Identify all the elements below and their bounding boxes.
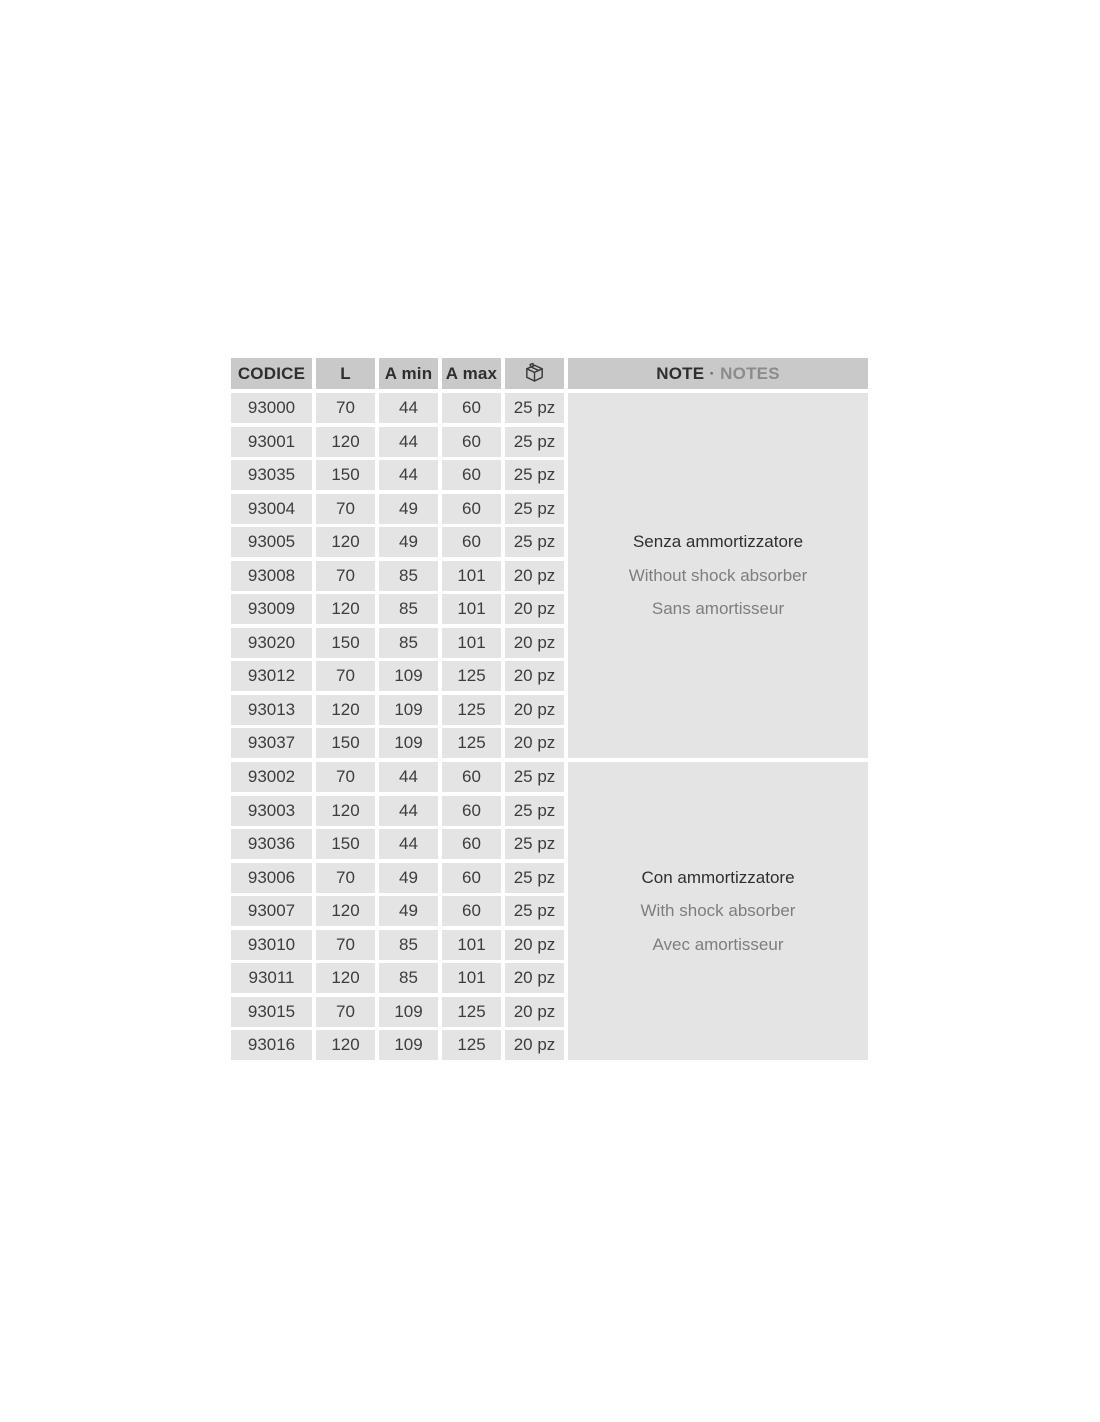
cell-a-min: 109	[379, 1030, 438, 1060]
cell-a-max: 60	[442, 762, 501, 792]
cell-l: 70	[316, 494, 375, 524]
cell-l: 120	[316, 796, 375, 826]
cell-l: 150	[316, 728, 375, 758]
cell-a-min: 85	[379, 628, 438, 658]
cell-l: 70	[316, 561, 375, 591]
cell-pack: 20 pz	[505, 930, 564, 960]
table-body	[231, 393, 868, 1060]
cell-l: 150	[316, 829, 375, 859]
cell-l: 70	[316, 930, 375, 960]
cell-a-max: 101	[442, 628, 501, 658]
cell-pack: 25 pz	[505, 393, 564, 423]
cell-a-max: 60	[442, 527, 501, 557]
cell-codice: 93012	[231, 661, 312, 691]
cell-l: 120	[316, 1030, 375, 1060]
cell-pack: 20 pz	[505, 594, 564, 624]
cell-a-min: 44	[379, 796, 438, 826]
cell-a-min: 44	[379, 829, 438, 859]
cell-a-min: 44	[379, 427, 438, 457]
cell-codice: 93003	[231, 796, 312, 826]
cell-pack: 25 pz	[505, 896, 564, 926]
cell-a-max: 101	[442, 594, 501, 624]
cell-l: 120	[316, 427, 375, 457]
note-line-fr: Sans amortisseur	[651, 599, 785, 619]
cell-a-max: 60	[442, 863, 501, 893]
cell-l: 150	[316, 460, 375, 490]
cell-codice: 93006	[231, 863, 312, 893]
cell-pack: 25 pz	[505, 863, 564, 893]
cell-a-max: 60	[442, 829, 501, 859]
header-note-separator: ·	[709, 363, 716, 383]
notes-cell-group-1	[568, 393, 868, 758]
cell-pack: 25 pz	[505, 527, 564, 557]
header-notes-label: NOTES	[720, 363, 780, 383]
cell-pack: 20 pz	[505, 561, 564, 591]
cell-codice: 93005	[231, 527, 312, 557]
cell-codice: 93016	[231, 1030, 312, 1060]
cell-pack: 25 pz	[505, 796, 564, 826]
cell-pack: 25 pz	[505, 829, 564, 859]
cell-a-max: 60	[442, 796, 501, 826]
cell-codice: 93036	[231, 829, 312, 859]
header-a-min: A min	[379, 358, 438, 389]
cell-l: 120	[316, 594, 375, 624]
header-a-max: A max	[442, 358, 501, 389]
cell-pack: 20 pz	[505, 728, 564, 758]
cell-codice: 93013	[231, 695, 312, 725]
cell-a-max: 125	[442, 728, 501, 758]
cell-l: 70	[316, 863, 375, 893]
cell-a-min: 49	[379, 527, 438, 557]
cell-pack: 20 pz	[505, 1030, 564, 1060]
package-icon	[523, 362, 546, 385]
cell-a-min: 85	[379, 963, 438, 993]
cell-a-max: 101	[442, 930, 501, 960]
cell-pack: 25 pz	[505, 762, 564, 792]
cell-codice: 93007	[231, 896, 312, 926]
cell-a-min: 49	[379, 863, 438, 893]
header-pack	[505, 358, 564, 389]
note-line-en: Without shock absorber	[628, 565, 808, 585]
cell-codice: 93009	[231, 594, 312, 624]
cell-pack: 25 pz	[505, 494, 564, 524]
cell-a-min: 85	[379, 561, 438, 591]
note-line-en: With shock absorber	[640, 901, 796, 921]
cell-l: 120	[316, 963, 375, 993]
cell-codice: 93008	[231, 561, 312, 591]
cell-pack: 20 pz	[505, 963, 564, 993]
cell-l: 150	[316, 628, 375, 658]
cell-pack: 25 pz	[505, 460, 564, 490]
cell-a-min: 44	[379, 393, 438, 423]
cell-pack: 25 pz	[505, 427, 564, 457]
cell-a-min: 85	[379, 594, 438, 624]
cell-codice: 93001	[231, 427, 312, 457]
cell-a-max: 101	[442, 963, 501, 993]
header-l: L	[316, 358, 375, 389]
cell-pack: 20 pz	[505, 661, 564, 691]
cell-a-min: 109	[379, 997, 438, 1027]
cell-codice: 93011	[231, 963, 312, 993]
cell-a-min: 109	[379, 661, 438, 691]
cell-codice: 93020	[231, 628, 312, 658]
spec-table	[231, 358, 868, 1064]
cell-l: 120	[316, 527, 375, 557]
header-codice: CODICE	[231, 358, 312, 389]
cell-codice: 93037	[231, 728, 312, 758]
cell-a-min: 44	[379, 762, 438, 792]
cell-a-max: 125	[442, 1030, 501, 1060]
cell-codice: 93015	[231, 997, 312, 1027]
cell-a-max: 125	[442, 997, 501, 1027]
header-note-notes	[568, 358, 868, 389]
cell-a-max: 60	[442, 494, 501, 524]
cell-codice: 93035	[231, 460, 312, 490]
cell-a-min: 49	[379, 494, 438, 524]
table-group-1	[231, 393, 868, 758]
cell-codice: 93010	[231, 930, 312, 960]
note-line-it: Con ammortizzatore	[641, 867, 795, 887]
note-line-fr: Avec amortisseur	[652, 934, 784, 954]
cell-a-min: 109	[379, 728, 438, 758]
cell-a-max: 60	[442, 460, 501, 490]
cell-a-max: 60	[442, 896, 501, 926]
cell-l: 70	[316, 997, 375, 1027]
notes-cell-group-2	[568, 762, 868, 1060]
cell-l: 70	[316, 762, 375, 792]
cell-a-max: 60	[442, 393, 501, 423]
cell-a-max: 125	[442, 661, 501, 691]
cell-pack: 20 pz	[505, 628, 564, 658]
cell-codice: 93004	[231, 494, 312, 524]
cell-l: 120	[316, 695, 375, 725]
header-note-label: NOTE	[656, 363, 705, 383]
table-group-2	[231, 762, 868, 1060]
cell-l: 120	[316, 896, 375, 926]
cell-a-min: 109	[379, 695, 438, 725]
cell-l: 70	[316, 661, 375, 691]
cell-pack: 20 pz	[505, 997, 564, 1027]
cell-codice: 93000	[231, 393, 312, 423]
note-line-it: Senza ammortizzatore	[632, 532, 804, 552]
header-row	[231, 358, 868, 389]
cell-a-min: 44	[379, 460, 438, 490]
cell-a-max: 101	[442, 561, 501, 591]
cell-codice: 93002	[231, 762, 312, 792]
cell-a-min: 85	[379, 930, 438, 960]
cell-a-min: 49	[379, 896, 438, 926]
cell-l: 70	[316, 393, 375, 423]
cell-a-max: 125	[442, 695, 501, 725]
cell-pack: 20 pz	[505, 695, 564, 725]
cell-a-max: 60	[442, 427, 501, 457]
